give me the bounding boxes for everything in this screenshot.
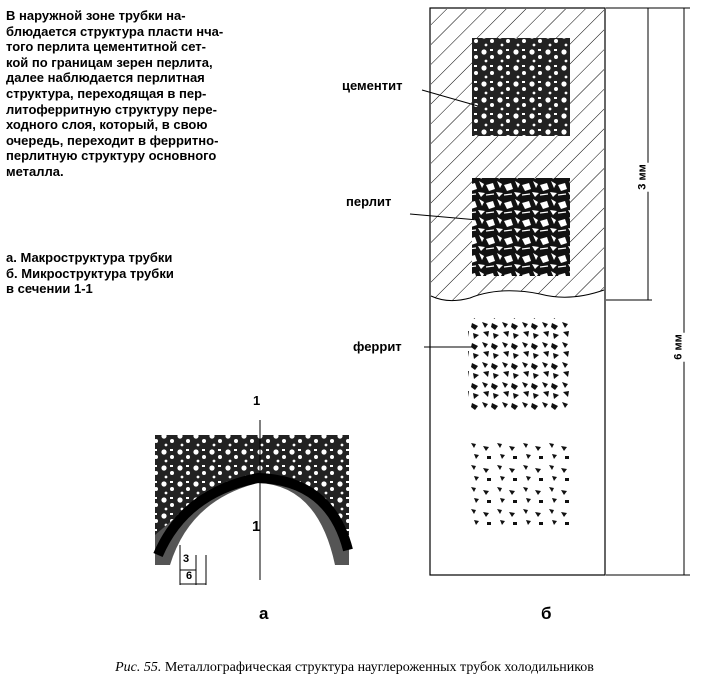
- macro-dim-large: 6: [186, 570, 193, 582]
- base-metal-micrograph: [468, 438, 570, 530]
- ferrite-micrograph: [468, 318, 570, 410]
- macro-dim-small: 3: [183, 553, 190, 565]
- caption-text: Металлографическая структура науглероженных трубок холодильников: [161, 660, 594, 675]
- panel-label-b: б: [541, 604, 552, 623]
- description-paragraph: В наружной зоне трубки на- блюдается структура пласти нча- того перлита цементитной сет- кой по границам зерен перлита, далее наблюдается перлитная структура, переходящая в пер- литоферритную структуру пере- ходного слоя, который, в свою очередь, переходит в ферритно- перлитную структуру основного металла.: [6, 8, 224, 179]
- section-mark-top: 1: [253, 393, 261, 408]
- cementite-micrograph: [472, 38, 570, 136]
- label-pearlite: перлит: [346, 194, 392, 209]
- section-mark-inner: 1: [252, 518, 261, 535]
- figure-caption: [0, 660, 709, 676]
- dimension-6mm: 6 мм: [672, 334, 685, 360]
- panel-label-a: а: [259, 604, 269, 623]
- micro-column: [410, 8, 690, 575]
- label-cementite: цементит: [342, 78, 403, 93]
- figure-legend: а. Макроструктура трубки б. Микроструктура трубки в сечении 1-1: [6, 250, 174, 297]
- pearlite-micrograph: [472, 178, 570, 276]
- label-ferrite: феррит: [353, 339, 402, 354]
- dimension-3mm: 3 мм: [636, 164, 649, 190]
- figure-number: Рис. 55.: [115, 660, 162, 675]
